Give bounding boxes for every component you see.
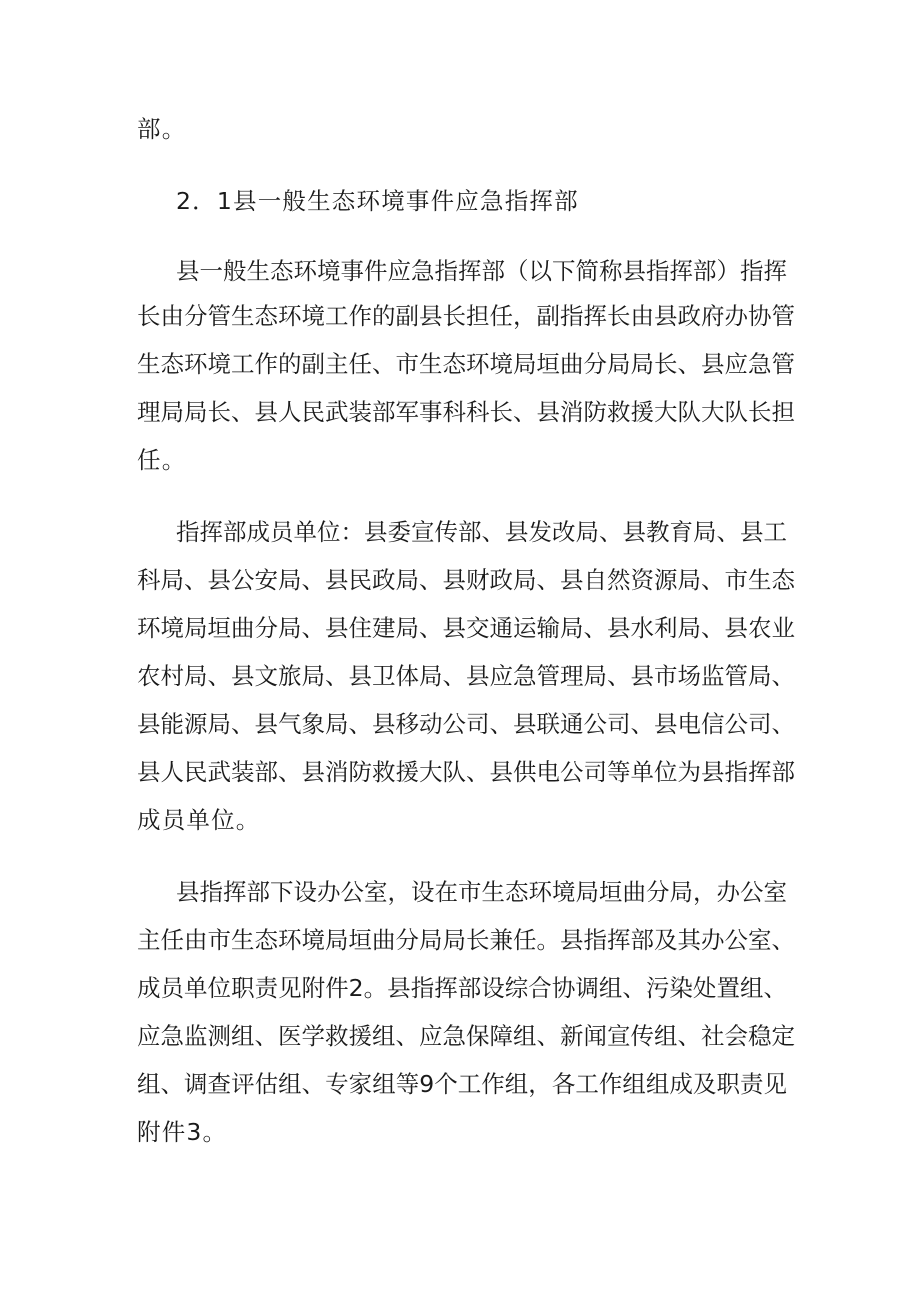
paragraph-line: 县指挥部下设办公室，设在市生态环境局垣曲分局，办公室: [176, 878, 787, 906]
paragraph-line: 主任由市生态环境局垣曲分局局长兼任。县指挥部及其办公室、: [137, 926, 795, 954]
paragraph-line: 县一般生态环境事件应急指挥部（以下简称县指挥部）指挥: [176, 257, 787, 285]
paragraph-line: 成员单位。: [137, 806, 261, 834]
paragraph-line: 科局、县公安局、县民政局、县财政局、县自然资源局、市生态: [137, 566, 795, 594]
paragraph-line: 组、调查评估组、专家组等9个工作组，各工作组组成及职责见: [137, 1070, 787, 1098]
paragraph-line: 生态环境工作的副主任、市生态环境局垣曲分局局长、县应急管: [137, 350, 795, 378]
paragraph-line: 附件3。: [137, 1118, 228, 1146]
paragraph-line: 长由分管生态环境工作的副县长担任，副指挥长由县政府办协管: [137, 302, 795, 330]
paragraph-line: 理局局长、县人民武装部军事科科长、县消防救援大队大队长担: [137, 398, 795, 426]
paragraph-line: 县能源局、县气象局、县移动公司、县联通公司、县电信公司、: [137, 710, 795, 738]
paragraph-line: 成员单位职责见附件2。县指挥部设综合协调组、污染处置组、: [137, 974, 787, 1002]
paragraph-line: 环境局垣曲分局、县住建局、县交通运输局、县水利局、县农业: [137, 614, 795, 642]
paragraph-line: 应急监测组、医学救援组、应急保障组、新闻宣传组、社会稳定: [137, 1022, 795, 1050]
section-heading: 2．1县一般生态环境事件应急指挥部: [176, 187, 579, 215]
paragraph-line: 任。: [137, 446, 187, 474]
paragraph-line: 指挥部成员单位：县委宣传部、县发改局、县教育局、县工: [176, 518, 787, 546]
top-fragment-text: 部。: [137, 115, 187, 143]
paragraph-line: 县人民武装部、县消防救援大队、县供电公司等单位为县指挥部: [137, 758, 795, 786]
paragraph-line: 农村局、县文旅局、县卫体局、县应急管理局、县市场监管局、: [137, 662, 795, 690]
